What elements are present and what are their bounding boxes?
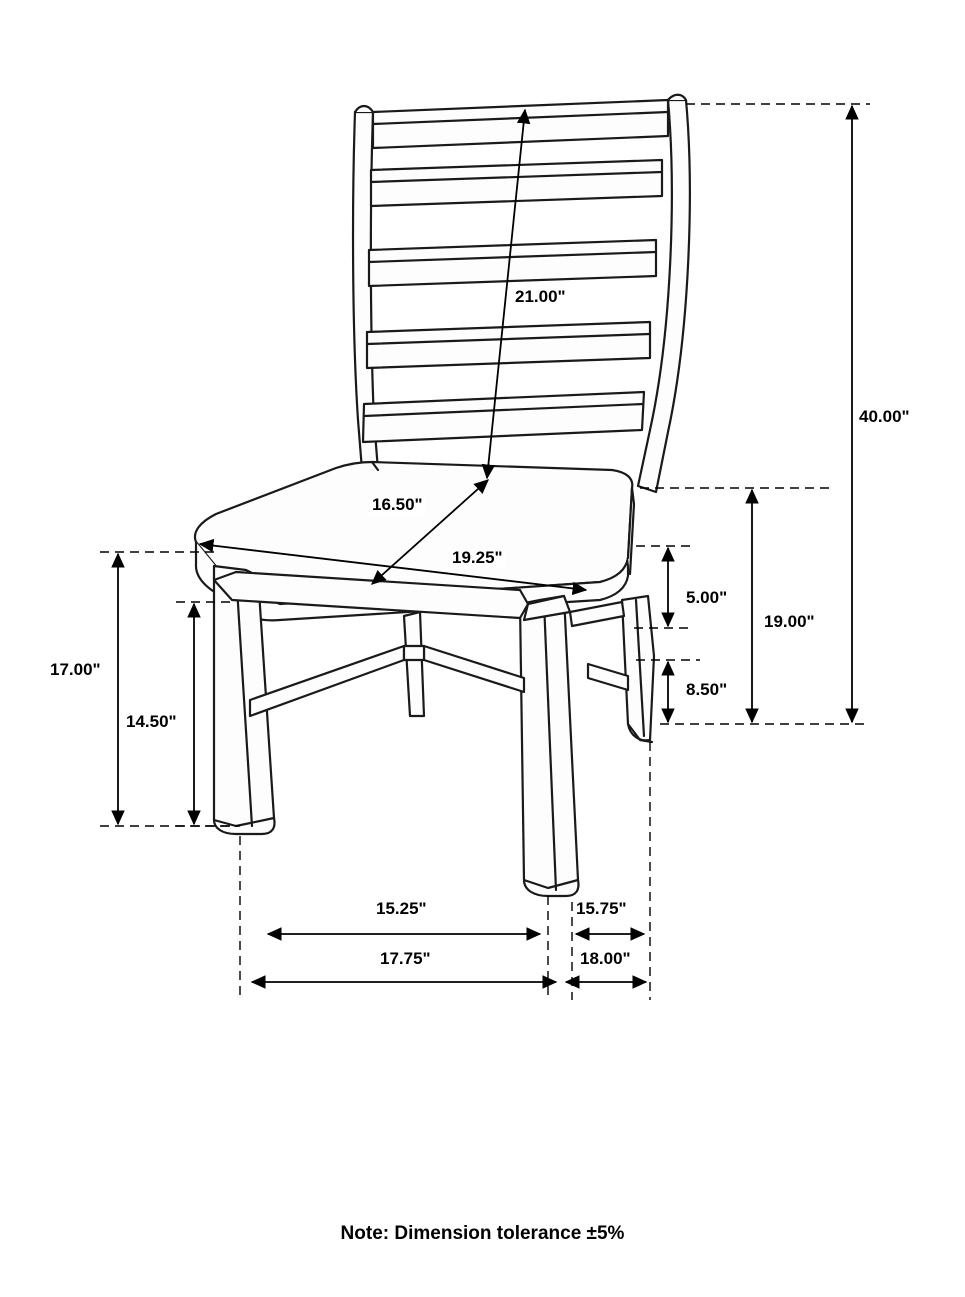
dim-label-stretcher-height: 8.50"	[686, 680, 728, 699]
back-post-left-cap	[355, 106, 373, 112]
dim-label-seat-height: 19.00"	[764, 612, 815, 631]
stretcher-right	[424, 646, 524, 692]
dim-label-seat-width-diagonal: 19.25"	[452, 548, 503, 567]
back-slat-3	[367, 322, 650, 368]
dim-label-front-leg-span: 15.25"	[376, 899, 427, 918]
seat-apron-rear	[570, 602, 624, 626]
dim-label-overall-height: 40.00"	[859, 407, 910, 426]
stretcher-rear-right	[588, 664, 628, 690]
dim-label-overall-width: 17.75"	[380, 949, 431, 968]
dim-label-side-height-lower: 14.50"	[126, 712, 177, 731]
back-bottom-rail	[363, 392, 644, 442]
stretcher-center-block	[404, 646, 424, 660]
rear-left-leg	[404, 612, 424, 716]
back-post-right	[638, 100, 690, 492]
dim-label-overall-depth: 18.00"	[580, 949, 631, 968]
tolerance-note: Note: Dimension tolerance ±5%	[340, 1223, 625, 1244]
back-slat-2	[369, 240, 656, 286]
back-top-rail	[373, 100, 668, 148]
dim-label-apron-height: 5.00"	[686, 588, 728, 607]
stretcher-left	[250, 646, 404, 716]
back-post-right-cap	[668, 95, 686, 100]
dim-label-back-diagonal: 21.00"	[515, 287, 566, 306]
dim-label-side-depth-upper: 15.75"	[576, 899, 627, 918]
dim-label-side-height-upper: 17.00"	[50, 660, 101, 679]
chair-outline-group	[195, 95, 690, 896]
dim-label-seat-diagonal: 16.50"	[372, 495, 423, 514]
